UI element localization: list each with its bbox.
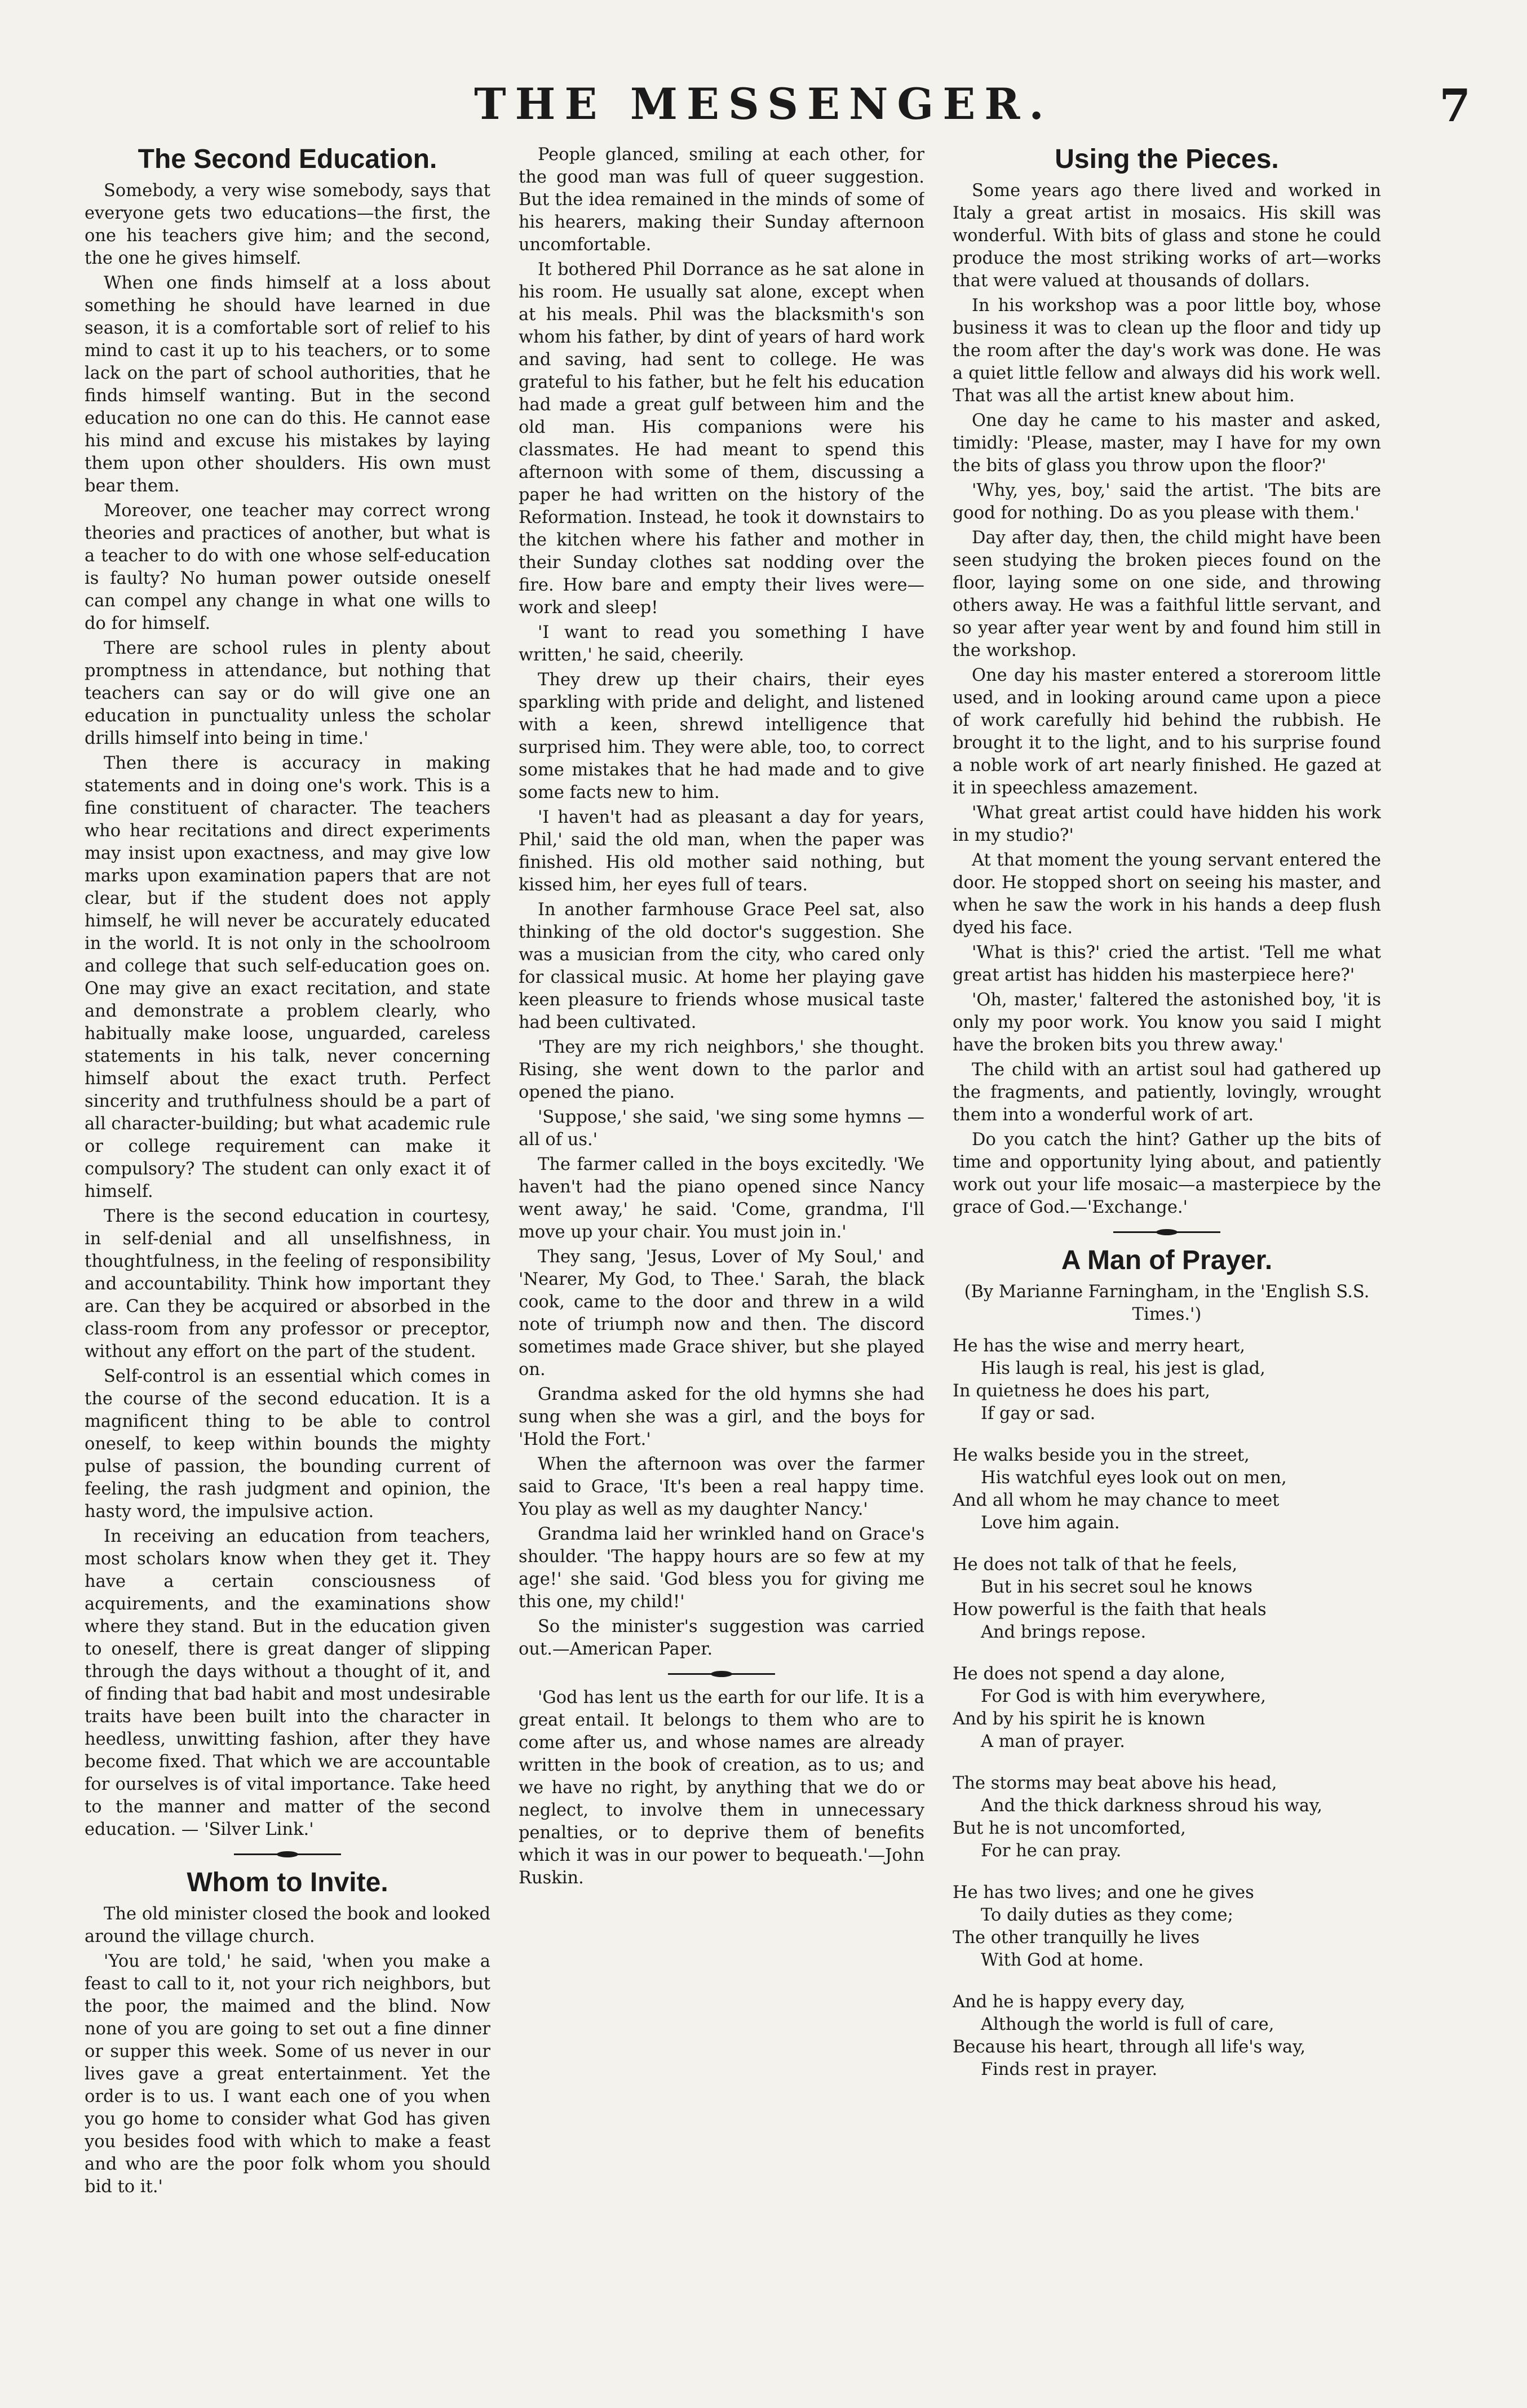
- article-title-second-education: The Second Education.: [138, 144, 437, 174]
- column-1: [85, 144, 490, 2358]
- poem-line: And the thick darkness shroud his way,: [981, 1796, 1322, 1816]
- poem-stanza: [953, 1882, 1381, 1972]
- poem-stanza: [953, 1663, 1381, 1753]
- paragraph: The old minister closed the book and looked around the village church.: [85, 1904, 490, 1946]
- paragraph: There are school rules in plenty about promptness in attendance, but nothing that teachers can say or do will give one an education in punctuality unless the scholar drills himself into being in time.': [85, 638, 490, 748]
- poem-line: To daily duties as they come;: [981, 1905, 1233, 1925]
- paragraph: 'Oh, master,' faltered the astonished boy, 'it is only my poor work. You know you said I might have the broken bits you threw away.': [953, 990, 1381, 1055]
- poem-line: The storms may beat above his head,: [953, 1773, 1277, 1793]
- paragraph: In his workshop was a poor little boy, whose business it was to clean up the floor and tidy up the room after the day's work was done. He was a quiet little fellow and always did his work well. That was all the artist knew about him.: [953, 296, 1381, 406]
- article-title-whom-to-invite: Whom to Invite.: [187, 1868, 388, 1897]
- paragraph: 'I haven't had as pleasant a day for years, Phil,' said the old man, when the paper was finished. His old mother said nothing, but kissed him, her eyes full of tears.: [519, 808, 924, 895]
- section-divider: [1113, 1229, 1220, 1235]
- poem-line: And by his spirit he is known: [953, 1709, 1206, 1729]
- byline: (By Marianne Farningham, in the 'English S.S. Times.'): [964, 1282, 1370, 1324]
- paragraph: Grandma asked for the old hymns she had sung when she was a girl, and the boys for 'Hold the Fort.': [519, 1385, 924, 1449]
- paragraph: In another farmhouse Grace Peel sat, also thinking of the old doctor's suggestion. She was a musician from the city, who cared only for classical music. At home her playing gave keen pleasure to friends whose musical taste had been cultivated.: [519, 900, 924, 1032]
- poem-line: His watchful eyes look out on men,: [981, 1468, 1287, 1488]
- paragraph: 'What great artist could have hidden his work in my studio?': [953, 803, 1381, 845]
- poem-line: He does not spend a day alone,: [953, 1664, 1225, 1684]
- poem-line: With God at home.: [981, 1950, 1144, 1970]
- poem-line: Finds rest in prayer.: [981, 2060, 1158, 2079]
- paragraph: One day his master entered a storeroom little used, and in looking around came upon a piece of work carefully hid behind the rubbish. He brought it to the light, and to his surprise found a noble work of art nearly finished. He gazed at it in speechless amazement.: [953, 666, 1381, 798]
- column-2: [519, 144, 924, 2358]
- paragraph: 'I want to read you something I have written,' he said, cheerily.: [519, 623, 924, 665]
- poem-line: For God is with him everywhere,: [981, 1687, 1266, 1706]
- paragraph: Then there is accuracy in making statements and in doing one's work. This is a fine constituent of character. The teachers who hear recitations and direct experiments may insist upon exactness, and may give low marks upon examination papers that are not clear, but if the student does not apply himself, he will never be accurately educated in the world. It is not only in the schoolroom and college that such self-education goes on. One may give an exact recitation, and state and demonstrate a problem clearly, who habitually make loose, unguarded, careless statements in his talk, never concerning himself about the exact truth. Perfect sincerity and truthfulness should be a part of all character-building; but what academic rule or college requirement can make it compulsory? The student can only exact it of himself.: [85, 753, 490, 1201]
- poem-stanza: [953, 1444, 1381, 1535]
- paragraph: At that moment the young servant entered the door. He stopped short on seeing his master, and when he saw the work in his hands a deep flush dyed his face.: [953, 850, 1381, 938]
- paragraph: Moreover, one teacher may correct wrong theories and practices of another, but what is a teacher to do with one whose self-education is faulty? No human power outside oneself can compel any change in what one wills to do for himself.: [85, 501, 490, 633]
- paragraph: 'What is this?' cried the artist. 'Tell me what great artist has hidden his masterpiece here?': [953, 943, 1381, 985]
- poem-line: Although the world is full of care,: [981, 2015, 1274, 2034]
- article-title-using-the-pieces: Using the Pieces.: [1055, 144, 1279, 174]
- poem-line: He has two lives; and one he gives: [953, 1883, 1254, 1903]
- masthead: [0, 79, 1527, 141]
- paragraph: 'Suppose,' she said, 'we sing some hymns —all of us.': [519, 1107, 924, 1150]
- poem-stanza: [953, 1335, 1381, 1425]
- poem-line: If gay or sad.: [981, 1404, 1096, 1423]
- paragraph: So the minister's suggestion was carried out.—American Paper.: [519, 1617, 924, 1659]
- paragraph: Day after day, then, the child might have been seen studying the broken pieces found on the floor, laying some on one side, and throwing others away. He was a faithful little servant, and so year after year went by and found him still in the workshop.: [953, 528, 1381, 660]
- poem-stanza: [953, 1554, 1381, 1644]
- poem-line: And he is happy every day,: [953, 1992, 1185, 2012]
- poem-stanza: [953, 1991, 1381, 2081]
- paragraph: Some years ago there lived and worked in Italy a great artist in mosaics. His skill was wonderful. With bits of glass and stone he could produce the most striking works of art—works that were valued at thousands of dollars.: [953, 181, 1381, 291]
- paragraph: Somebody, a very wise somebody, says that everyone gets two educations—the first, the one his teachers give him; and the second, the one he gives himself.: [85, 181, 490, 268]
- paragraph: Grandma laid her wrinkled hand on Grace's shoulder. 'The happy hours are so few at my age!' she said. 'God bless you for giving me this one, my child!': [519, 1524, 924, 1612]
- paragraph: One day he came to his master and asked, timidly: 'Please, master, may I have for my own the bits of glass you throw upon the floor?': [953, 411, 1381, 476]
- poem-line: He has the wise and merry heart,: [953, 1336, 1245, 1356]
- poem-line: In quietness he does his part,: [953, 1381, 1210, 1401]
- section-divider: [668, 1671, 775, 1677]
- poem-line: But he is not uncomforted,: [953, 1819, 1186, 1838]
- poem-line: The other tranquilly he lives: [953, 1928, 1200, 1948]
- column-3: [953, 144, 1381, 2358]
- poem-line: Because his heart, through all life's way,: [953, 2037, 1306, 2057]
- poem-line: He does not talk of that he feels,: [953, 1555, 1238, 1575]
- poem-line: And all whom he may chance to meet: [953, 1491, 1280, 1510]
- paragraph: In receiving an education from teachers, most scholars know when they get it. They have a certain consciousness of acquirements, and the examinations show where they stand. But in the education given to oneself, there is great danger of slipping through the days without a thought of it, and of finding that bad habit and most undesirable traits have been built into the character in heedless, unwitting fashion, after they have become fixed. That which we are accountable for ourselves is of vital importance. Take heed to the manner and matter of the second education. — 'Silver Link.': [85, 1527, 490, 1839]
- poem-line: How powerful is the faith that heals: [953, 1600, 1267, 1620]
- poem-stanza: [953, 1772, 1381, 1862]
- paragraph: When one finds himself at a loss about something he should have learned in due season, it is a comfortable sort of relief to his mind to cast it up to his teachers, or to some lack on the part of school authorities, that he finds himself wanting. But in the second education no one can do this. He cannot ease his mind and excuse his mistakes by laying them upon other shoulders. His own must bear them.: [85, 273, 490, 496]
- paragraph: It bothered Phil Dorrance as he sat alone in his room. He usually sat alone, except when at his meals. Phil was the blacksmith's son whom his father, by dint of years of hard work and saving, had sent to college. He was grateful to his father, but he felt his education had made a great gulf between him and the old man. His companions were his classmates. He had meant to spend this afternoon with some of them, discussing a paper he had written on the history of the Reformation. Instead, he took it downstairs to the kitchen where his father and mother in their Sunday clothes sat nodding over the fire. How bare and empty their lives were—work and sleep!: [519, 260, 924, 618]
- paragraph: People glanced, smiling at each other, for the good man was full of queer suggestion. But the idea remained in the minds of some of his hearers, making their Sunday afternoon uncomfortable.: [519, 145, 924, 255]
- article-title-man-of-prayer: A Man of Prayer.: [1061, 1245, 1273, 1275]
- paragraph: They drew up their chairs, their eyes sparkling with pride and delight, and listened with a keen, shrewd intelligence that surprised him. They were able, too, to correct some mistakes that he had made and to give some facts new to him.: [519, 670, 924, 802]
- paragraph: The farmer called in the boys excitedly. 'We haven't had the piano opened since Nancy went away,' he said. 'Come, grandma, I'll move up your chair. You must join in.': [519, 1155, 924, 1242]
- poem-line: For he can pray.: [981, 1841, 1122, 1861]
- section-divider: [234, 1851, 341, 1857]
- paragraph: They sang, 'Jesus, Lover of My Soul,' and 'Nearer, My God, to Thee.' Sarah, the black cook, came to the door and threw in a wild note of triumph now and then. The discord sometimes made Grace shiver, but she played on.: [519, 1247, 924, 1380]
- paragraph: The child with an artist soul had gathered up the fragments, and patiently, lovingly, wrought them into a wonderful work of art.: [953, 1060, 1381, 1125]
- poem-line: His laugh is real, his jest is glad,: [981, 1359, 1265, 1378]
- poem-line: He walks beside you in the street,: [953, 1445, 1250, 1465]
- newspaper-title: THE MESSENGER.: [474, 79, 1053, 129]
- paragraph: Self-control is an essential which comes in the course of the second education. It is a magnificent thing to be able to control oneself, to keep within bounds the mighty pulse of passion, the bounding current of feeling, the rash judgment and opinion, the hasty word, the impulsive action.: [85, 1367, 490, 1522]
- poem-line: And brings repose.: [981, 1622, 1147, 1642]
- poem-line: Love him again.: [981, 1513, 1120, 1533]
- paragraph: When the afternoon was over the farmer said to Grace, 'It's been a real happy time. You play as well as my daughter Nancy.': [519, 1454, 924, 1519]
- paragraph: 'Why, yes, boy,' said the artist. 'The bits are good for nothing. Do as you please with them.': [953, 481, 1381, 523]
- paragraph: Do you catch the hint? Gather up the bits of time and opportunity lying about, and patiently work out your life mosaic—a masterpiece by the grace of God.—'Exchange.': [953, 1130, 1381, 1217]
- paragraph: 'They are my rich neighbors,' she thought. Rising, she went down to the parlor and opened the piano.: [519, 1037, 924, 1102]
- paragraph: There is the second education in courtesy, in self-denial and all unselfishness, in thoughtfulness, in the feeling of responsibility and accountability. Think how important they are. Can they be acquired or absorbed in the class-room from any professor or preceptor, without any effort on the part of the student.: [85, 1207, 490, 1362]
- paragraph: 'You are told,' he said, 'when you make a feast to call to it, not your rich neighbors, but the poor, the maimed and the blind. Now none of you are going to set out a fine dinner or supper this week. Some of us never in our lives gave a great entertainment. Yet the order is to us. I want each one of you when you go home to consider what God has given you besides food with which to make a feast and who are the poor folk whom you should bid to it.': [85, 1952, 490, 2197]
- ruskin-quote: 'God has lent us the earth for our life. It is a great entail. It belongs to them who are to come after us, and whose names are already written in the book of creation, as to us; and we have no right, by anything that we do or neglect, to involve them in unnecessary penalties, or to deprive them of benefits which it was in our power to bequeath.'—John Ruskin.: [519, 1688, 924, 1888]
- page-number: 7: [1439, 79, 1471, 132]
- poem-line: A man of prayer.: [981, 1732, 1126, 1751]
- poem-line: But in his secret soul he knows: [981, 1577, 1252, 1597]
